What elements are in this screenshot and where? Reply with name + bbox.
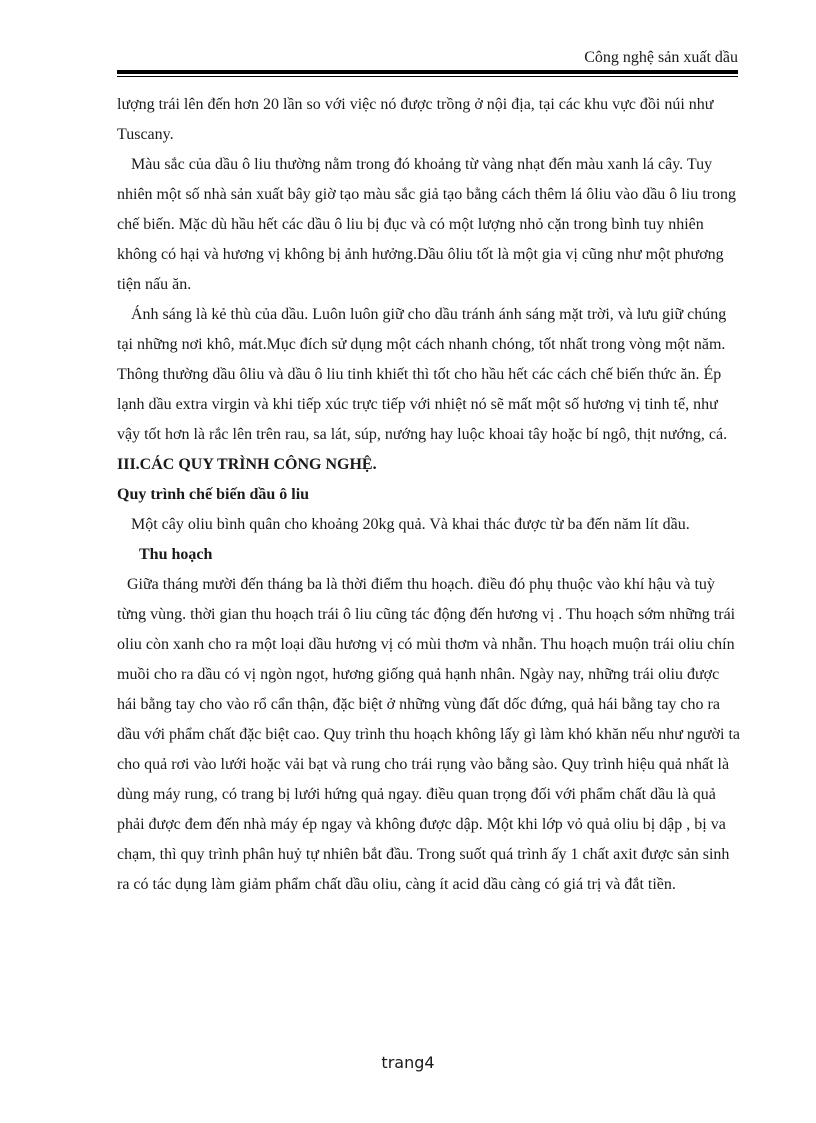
paragraph-color: Màu sắc của dầu ô liu thường nằm trong đó khoảng từ vàng nhạt đến màu xanh lá cây. Tuy nhiên một số nhà sản xuất bây giờ tạo màu sắc giả tạo bằng cách thêm lá ôliu vào dầu ô liu trong chế biến. Mặc dù hầu hết các dầu ô liu bị đục và có một lượng nhỏ cặn trong bình tuy nhiên không có hại và hương vị không bị ảnh hưởng.Dầu ôliu tốt là một gia vị cũng như một phương tiện nấu ăn. xyxy=(117,156,736,293)
section-heading: III.CÁC QUY TRÌNH CÔNG NGHỆ. xyxy=(117,456,377,473)
harvest-heading: Thu hoạch xyxy=(139,546,213,563)
subsection-heading: Quy trình chế biến dầu ô liu xyxy=(117,486,310,503)
paragraph-harvest: Giữa tháng mười đến tháng ba là thời điểm thu hoạch. điều đó phụ thuộc vào khí hậu và tuỳ từng vùng. thời gian thu hoạch trái ô liu cũng tác động đến hương vị . Thu hoạch sớm những trái oliu còn xanh cho ra một loại dầu hương vị có mùi thơm và nhẫn. Thu hoạch muộn trái oliu chín muồi cho ra dầu có vị ngòn ngọt, hương giống quả hạnh nhân. Ngày nay, những trái oliu được hái bằng tay cho vào rổ cẩn thận, đặc biệt ở những vùng đất dốc đứng, quả hái bằng tay cho ra dầu với phẩm chất đặc biệt cao. Quy trình thu hoạch không lấy gì làm khó khăn nếu như người ta cho quả rơi vào lưới hoặc vải bạt và rung cho trái rụng vào bằng sào. Quy trình hiệu quả nhất là dùng máy rung, có trang bị lưới hứng quả ngay. điều quan trọng đối với phẩm chất dầu là quả phải được đem đến nhà máy ép ngay và không được dập. Một khi lớp vỏ quả oliu bị dập , bị va chạm, thì quy trình phân huỷ tự nhiên bắt đầu. Trong suốt quá trình ấy 1 chất axit được sản sinh ra có tác dụng làm giảm phẩm chất dầu oliu, càng ít acid dầu càng có giá trị và đắt tiền. xyxy=(117,576,741,893)
paragraph-yield: Một cây oliu bình quân cho khoảng 20kg quả. Và khai thác được từ ba đến năm lít dầu. xyxy=(131,516,690,533)
document-body xyxy=(117,90,742,900)
header-rule-thin xyxy=(117,76,738,77)
header-rule-thick xyxy=(117,70,738,74)
header-title: Công nghệ sản xuất dầu xyxy=(584,49,738,66)
paragraph-continuation: lượng trái lên đến hơn 20 lần so với việc nó được trồng ở nội địa, tại các khu vực đồi núi như Tuscany. xyxy=(117,96,714,143)
paragraph-light: Ánh sáng là kẻ thù của dầu. Luôn luôn giữ cho dầu tránh ánh sáng mặt trời, và lưu giữ chúng tại những nơi khô, mát.Mục đích sử dụng một cách nhanh chóng, tốt nhất trong vòng một năm. Thông thường dầu ôliu và dầu ô liu tinh khiết thì tốt cho hầu hết các cách chế biến thức ăn. Ép lạnh dầu extra virgin và khi tiếp xúc trực tiếp với nhiệt nó sẽ mất một số hương vị tinh tế, như vậy tốt hơn là rắc lên trên rau, sa lát, súp, nướng hay luộc khoai tây hoặc bí ngô, thịt nướng, cá. xyxy=(117,306,728,443)
page-number: trang4 xyxy=(381,1053,435,1072)
